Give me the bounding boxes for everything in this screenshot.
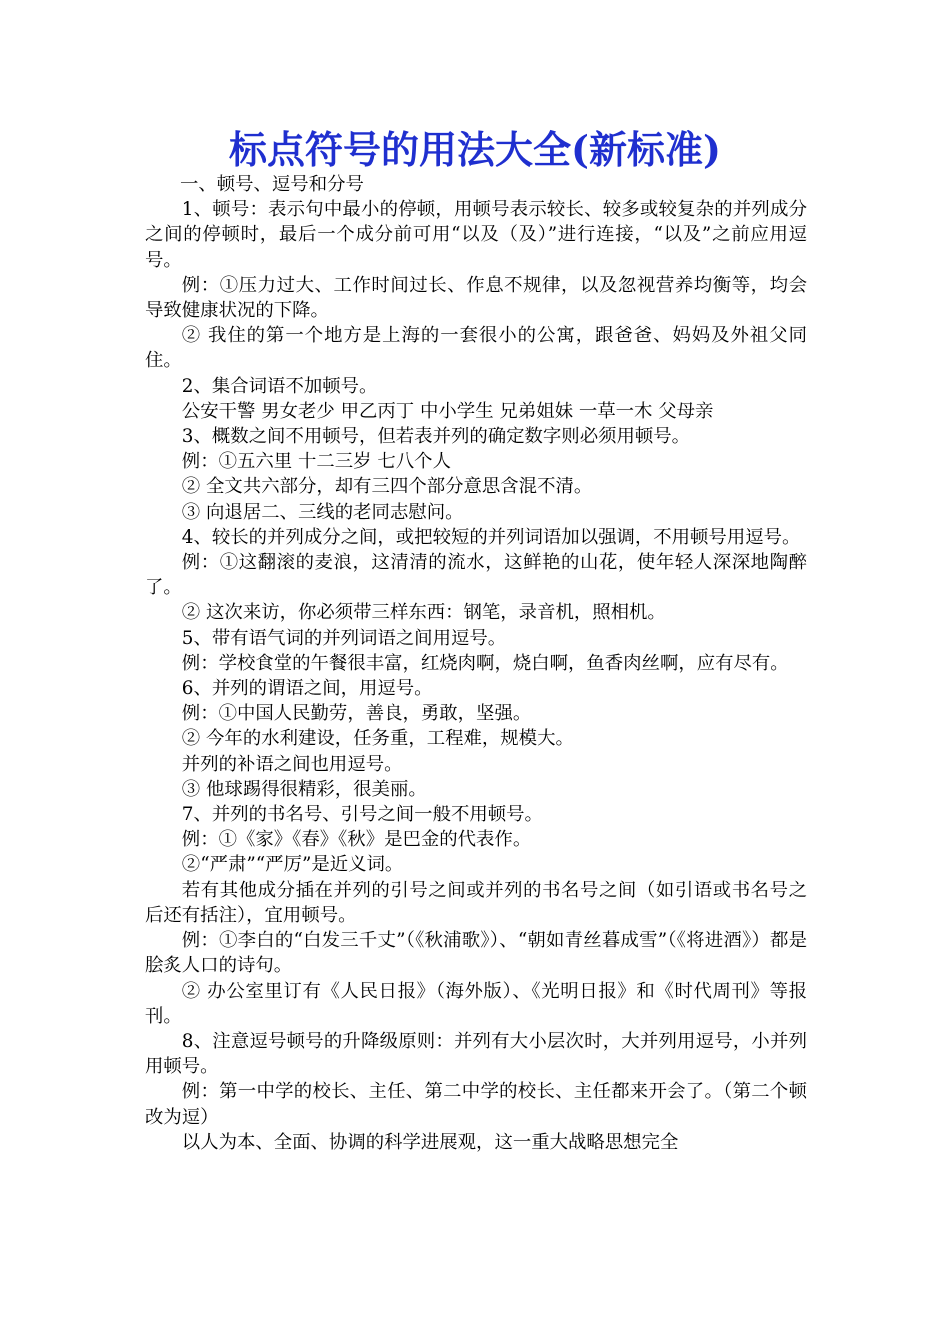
paragraph: ③ 他球踢得很精彩，很美丽。 <box>181 778 427 800</box>
paragraph: 例：第一中学的校长、主任、第二中学的校长、主任都来开会了。（第二个顿改为逗） <box>145 1081 807 1128</box>
paragraph: ② 这次来访，你必须带三样东西：钢笔，录音机，照相机。 <box>181 602 666 624</box>
page-title: 标点符号的用法大全(新标准) <box>229 127 721 172</box>
paragraph: ② 全文共六部分，却有三四个部分意思含混不清。 <box>181 476 593 498</box>
paragraph: ② 我住的第一个地方是上海的一套很小的公寓，跟爸爸、妈妈及外祖父同住。 <box>145 325 807 372</box>
paragraph: 例：①《家》《春》《秋》是巴金的代表作。 <box>181 829 532 851</box>
paragraph: 3、概数之间不用顿号，但若表并列的确定数字则必须用顿号。 <box>181 426 691 448</box>
paragraph: 8、注意逗号顿号的升降级原则：并列有大小层次时，大并列用逗号，小并列用顿号。 <box>145 1030 807 1078</box>
paragraph: 6、并列的谓语之间，用逗号。 <box>181 678 433 700</box>
paragraph: 1、顿号：表示句中最小的停顿，用顿号表示较长、较多或较复杂的并列成分之间的停顿时，最后一个成分前可用“以及（及）”进行连接，“以及”之前应用逗号。 <box>145 199 807 271</box>
paragraph: 例：①中国人民勤劳，善良，勇敢，坚强。 <box>181 703 532 725</box>
paragraph: 例：学校食堂的午餐很丰富，红烧肉啊，烧白啊，鱼香肉丝啊，应有尽有。 <box>181 652 789 674</box>
paragraph: 5、带有语气词的并列词语之间用逗号。 <box>181 627 507 649</box>
paragraph: 例：①五六里 十二三岁 七八个人 <box>181 451 451 473</box>
paragraph: 例：①这翻滚的麦浪，这清清的流水，这鲜艳的山花，使年轻人深深地陶醉了。 <box>145 552 807 599</box>
paragraph: 例：①李白的“白发三千丈”（《秋浦歌》）、“朝如青丝暮成雪”（《将进酒》）都是脍炙人口的诗句。 <box>145 930 807 977</box>
paragraph: 并列的补语之间也用逗号。 <box>181 753 403 775</box>
paragraph: ③ 向退居二、三线的老同志慰问。 <box>181 501 464 523</box>
paragraph: 2、集合词语不加顿号。 <box>181 375 378 397</box>
paragraph: ② 办公室里订有《人民日报》（海外版）、《光明日报》和《时代周刊》等报刊。 <box>145 980 807 1027</box>
paragraph: 4、较长的并列成分之间，或把较短的并列词语加以强调，不用顿号用逗号。 <box>181 526 801 548</box>
paragraph: 公安干警 男女老少 甲乙丙丁 中小学生 兄弟姐妹 一草一木 父母亲 <box>181 400 714 422</box>
paragraph: 若有其他成分插在并列的引号之间或并列的书名号之间（如引语或书名号之后还有括注），宜用顿号。 <box>145 879 807 926</box>
document-body <box>145 172 807 1155</box>
paragraph: 例：①压力过大、工作时间过长、作息不规律，以及忽视营养均衡等，均会导致健康状况的下降。 <box>145 274 807 322</box>
section-heading: 一、顿号、逗号和分号 <box>179 174 364 195</box>
paragraph: ②“严肃”“严厉”是近义词。 <box>181 854 404 876</box>
paragraph: ② 今年的水利建设，任务重，工程难，规模大。 <box>181 728 574 750</box>
paragraph: 以人为本、全面、协调的科学进展观，这一重大战略思想完全 <box>181 1131 679 1153</box>
paragraph: 7、并列的书名号、引号之间一般不用顿号。 <box>181 804 543 826</box>
